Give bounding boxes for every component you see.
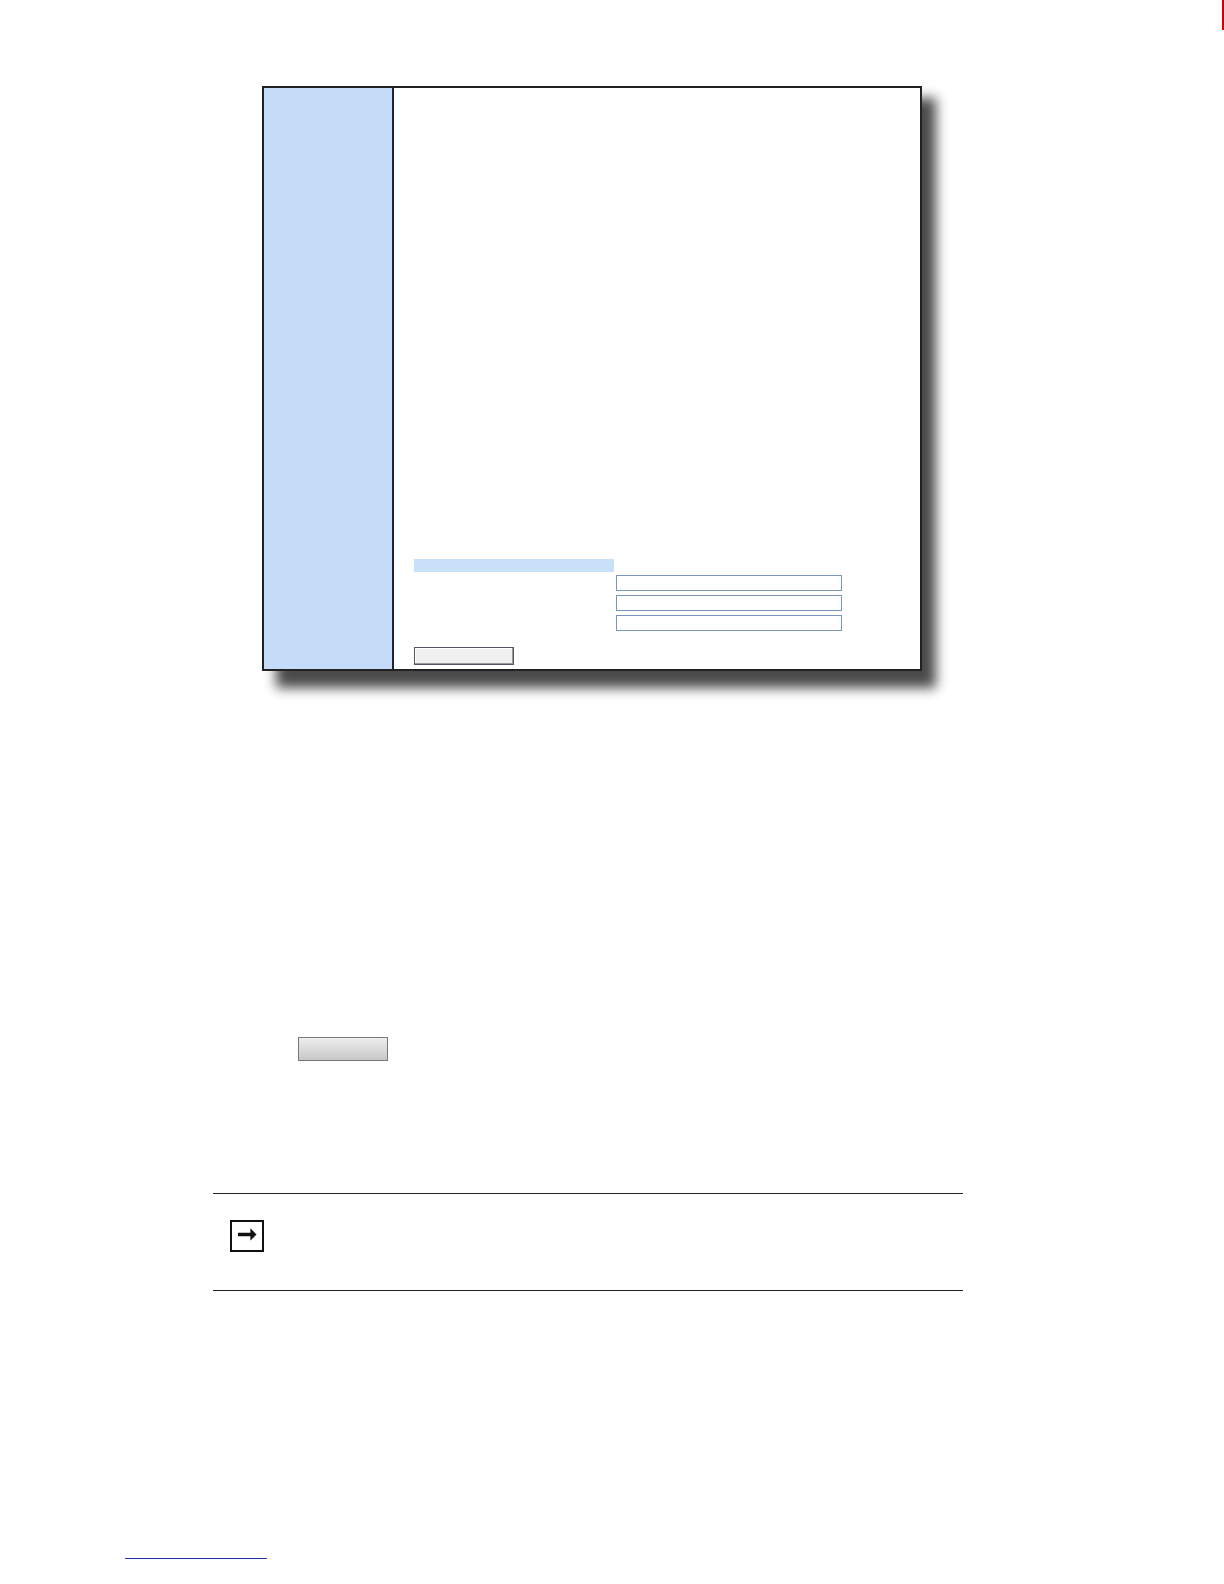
note-bottom-rule bbox=[213, 1290, 963, 1291]
services-header bbox=[414, 559, 614, 572]
xml-title-input[interactable] bbox=[616, 595, 842, 611]
arrow-right-icon: ➞ bbox=[230, 1220, 264, 1252]
save-settings-button-image bbox=[298, 1037, 388, 1061]
web-ui-screenshot bbox=[262, 86, 922, 671]
footer-link-underline bbox=[125, 1558, 267, 1559]
xml-uri-input[interactable] bbox=[616, 575, 842, 591]
save-settings-button[interactable] bbox=[414, 647, 514, 665]
note-top-rule bbox=[213, 1193, 963, 1194]
sidebar-nav bbox=[264, 88, 394, 669]
blf-list-uri-input[interactable] bbox=[616, 615, 842, 631]
main-panel bbox=[394, 88, 920, 669]
